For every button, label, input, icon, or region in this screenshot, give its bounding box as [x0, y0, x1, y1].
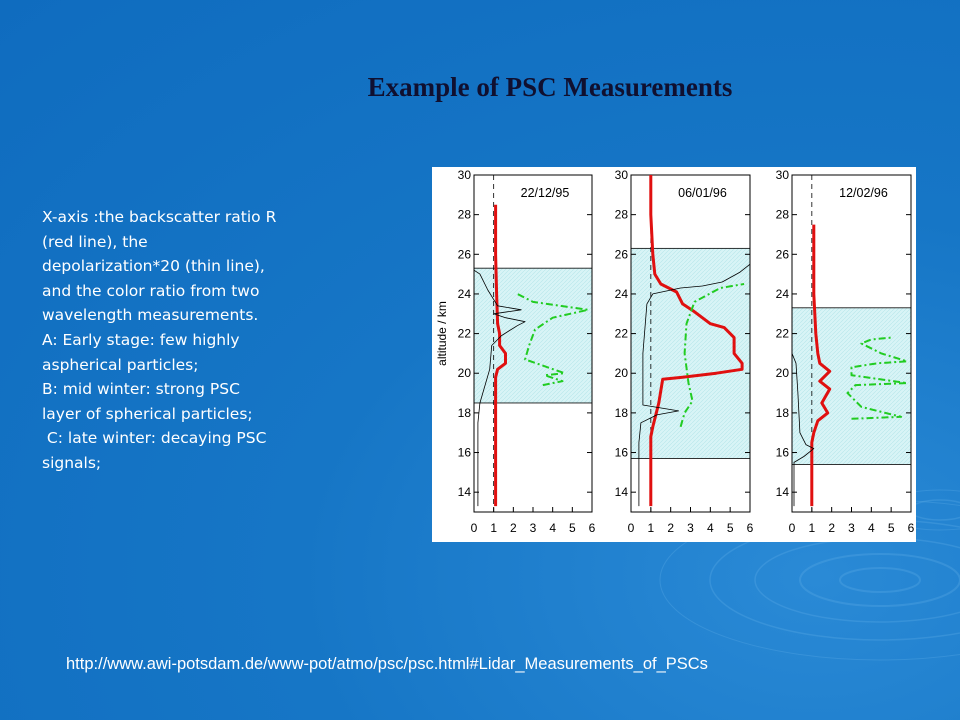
y-tick-label: 14: [614, 485, 628, 500]
x-tick-label: 5: [887, 521, 895, 535]
body-line: aspherical particles;: [42, 355, 199, 374]
lidar-profiles-figure: [432, 167, 916, 542]
y-tick-label: 24: [457, 286, 471, 301]
x-tick-label: 5: [726, 521, 734, 535]
x-tick-label: 2: [667, 521, 675, 535]
y-tick-label: 14: [457, 485, 471, 500]
source-url-link[interactable]: http://www.awi-potsdam.de/www-pot/atmo/psc/psc.html#Lidar_Measurements_of_PSCs: [66, 655, 708, 673]
y-tick-label: 16: [614, 445, 628, 460]
x-tick-label: 0: [627, 521, 635, 535]
y-tick-label: 22: [614, 326, 628, 341]
panel-date-label: 06/01/96: [678, 186, 727, 200]
panel-date-label: 22/12/95: [520, 186, 570, 200]
y-tick-label: 26: [775, 247, 789, 262]
body-line: depolarization*20 (thin line),: [42, 257, 265, 276]
y-tick-label: 26: [614, 247, 628, 262]
body-line: layer of spherical particles;: [42, 404, 253, 423]
lidar-profiles-chart: [432, 167, 916, 542]
x-tick-label: 2: [828, 521, 836, 535]
x-tick-label: 1: [647, 521, 655, 535]
body-line: wavelength measurements.: [42, 306, 259, 325]
y-tick-label: 24: [614, 286, 628, 301]
psc-layer-band: [631, 248, 750, 458]
y-tick-label: 16: [775, 445, 789, 460]
y-tick-label: 22: [775, 326, 789, 341]
x-tick-label: 2: [509, 521, 517, 535]
x-tick-label: 5: [568, 521, 576, 535]
y-tick-label: 28: [775, 207, 789, 222]
x-tick-label: 0: [788, 521, 796, 535]
y-tick-label: 22: [457, 326, 471, 341]
y-tick-label: 28: [614, 207, 628, 222]
y-tick-label: 30: [457, 168, 471, 182]
x-tick-label: 6: [588, 521, 596, 535]
x-tick-label: 6: [746, 521, 754, 535]
x-tick-label: 0: [470, 521, 478, 535]
x-tick-label: 6: [907, 521, 915, 535]
y-tick-label: 16: [457, 445, 471, 460]
y-tick-label: 14: [775, 485, 789, 500]
y-tick-label: 26: [457, 247, 471, 262]
y-tick-label: 30: [614, 168, 628, 182]
x-tick-label: 4: [706, 521, 714, 535]
y-tick-label: 20: [775, 366, 789, 381]
x-tick-label: 3: [529, 521, 537, 535]
x-tick-label: 1: [808, 521, 816, 535]
body-line: C: late winter: decaying PSC: [42, 429, 267, 448]
y-tick-label: 20: [614, 366, 628, 381]
y-tick-label: 18: [614, 405, 628, 420]
body-line: B: mid winter: strong PSC: [42, 380, 240, 399]
y-tick-label: 20: [457, 366, 471, 381]
body-line: (red line), the: [42, 232, 148, 251]
body-line: X-axis :the backscatter ratio R: [42, 208, 277, 226]
body-line: and the color ratio from two: [42, 281, 260, 300]
body-line: signals;: [42, 453, 102, 472]
y-tick-label: 18: [457, 405, 471, 420]
slide-title: Example of PSC Measurements: [367, 72, 733, 102]
x-tick-label: 3: [687, 521, 694, 535]
body-line: A: Early stage: few highly: [42, 330, 240, 349]
y-tick-label: 24: [775, 286, 789, 301]
panel-date-label: 12/02/96: [839, 186, 888, 200]
y-axis-label: altitude / km: [435, 301, 449, 366]
y-tick-label: 18: [775, 405, 789, 420]
body-text: [42, 205, 392, 476]
x-tick-label: 1: [490, 521, 498, 535]
psc-layer-band: [792, 308, 911, 465]
x-tick-label: 3: [848, 521, 855, 535]
x-tick-label: 4: [549, 521, 557, 535]
y-tick-label: 28: [457, 207, 471, 222]
y-tick-label: 30: [775, 168, 789, 182]
x-tick-label: 4: [867, 521, 875, 535]
